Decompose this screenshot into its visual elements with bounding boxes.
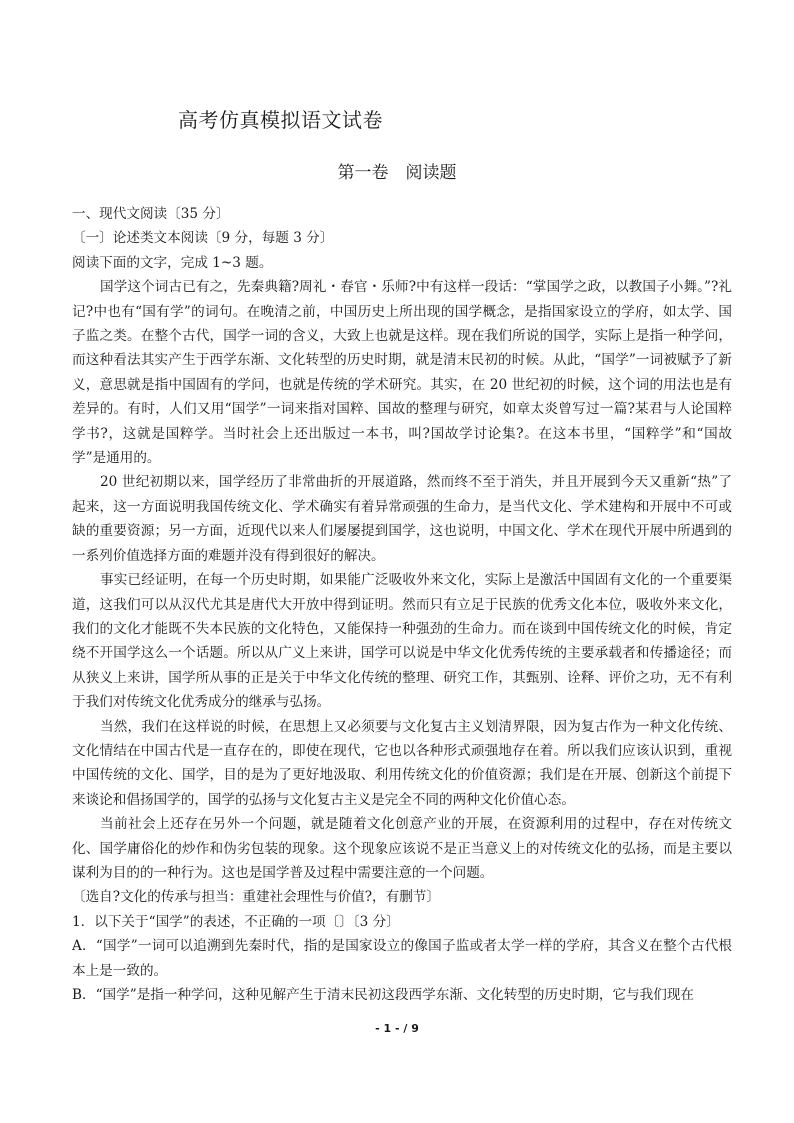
section-heading: 一、现代文阅读〔35 分〕 [72,206,230,222]
passage-paragraph-5: 当前社会上还存在另外一个问题，就是随着文化创意产业的开展，在资源利用的过程中，存在对传统文化、国学庸俗化的炒作和伪劣包装的现象。这个现象应该说不是正当意义上的对传统文化的弘扬，而是主要以谋利为目的的一种行为。这也是国学普及过程中需要注意的一个问题。 [72,816,732,881]
passage-paragraph-4: 当然，我们在这样说的时候，在思想上又必须要与文化复古主义划清界限，因为复古作为一种文化传统、文化情结在中国古代是一直存在的，即使在现代，它也以各种形式顽强地存在着。所以我们应该认识到，重视中国传统的文化、国学，目的是为了更好地汲取、利用传统文化的价值资源；我们是在开展、创新这个前提下来谈论和倡扬国学的，国学的弘扬与文化复古主义是完全不同的两种文化价值心态。 [72,718,732,808]
subsection-heading: 〔一〕论述类文本阅读〔9 分，每题 3 分〕 [72,230,334,247]
question-1-option-a: A．“国学”一词可以追溯到先秦时代，指的是国家设立的像国子监或者太学一样的学府，其含义在整个古代根本上是一致的。 [72,938,732,979]
passage-paragraph-2: 20 世纪初期以来，国学经历了非常曲折的开展道路，然而终不至于消失，并且开展到今天又重新“热”了起来，这一方面说明我国传统文化、学术确实有着异常顽强的生命力，是当代文化、学术建构和开展中不可或缺的重要资源；另一方面，近现代以来人们屡屡提到国学，这也说明，中国文化、学术在现代开展中所遇到的一系列价值选择方面的难题并没有得到很好的解决。 [72,474,732,564]
reading-instruction: 阅读下面的文字，完成 1~3 题。 [72,254,273,271]
passage-paragraph-3: 事实已经证明，在每一个历史时期，如果能广泛吸收外来文化，实际上是激活中国固有文化的一个重要渠道，这我们可以从汉代尤其是唐代大开放中得到证明。然而只有立足于民族的优秀文化本位，吸收外来文化，我们的文化才能既不失本民族的文化特色，又能保持一种强劲的生命力。而在谈到中国传统文化的时候，肯定绕不开国学这么一个话题。所以从广义上来讲，国学可以说是中华文化优秀传统的主要承载者和传播途径；而从狭义上来讲，国学所从事的正是关于中华文化传统的整理、研究工作，其甄别、诠释、评价之功，无不有利于我们对传统文化优秀成分的继承与弘扬。 [72,572,732,711]
question-1-option-b: B．“国学”是指一种学问，这种见解产生于清末民初这段西学东渐、文化转型的历史时期，它与我们现在 [72,987,695,1003]
volume-title: 第一卷 阅读题 [337,163,457,183]
document-title: 高考仿真模拟语文试卷 [178,108,383,132]
passage-paragraph-1: 国学这个词古已有之，先秦典籍?周礼・春官・乐师?中有这样一段话：“掌国学之政，以教国子小舞。”?礼记?中也有“国有学”的词句。在晚清之前，中国历史上所出现的国学概念，是指国家设立的学府，如太学、国子监之类。在整个古代，国学一词的含义，大致上也就是这样。现在我们所说的国学，实际上是指一种学问，而这种看法其实产生于西学东渐、文化转型的历史时期，就是清末民初的时候。从此，“国学”一词被赋予了新义，意思就是指中国固有的学问，也就是传统的学术研究。其实，在 20 世纪初的时候，这个词的用法也是有差异的。有时，人们又用“国学”一词来指对国粹、国故的整理与研究，如章太炎曾写过一篇?某君与人论国粹学书?，这就是国粹学。当时社会上还出版过一本书，叫?国故学讨论集?。在这本书里，“国粹学”和“国故学”是通用的。 [72,279,732,467]
passage-source: 〔选自?文化的传承与担当：重建社会理性与价值?，有删节〕 [72,889,441,906]
question-1-stem: 1．以下关于“国学”的表述，不正确的一项〔〕〔3 分〕 [72,913,400,930]
document-body [72,202,732,1007]
page-number: - 1 - / 9 [375,1022,419,1035]
